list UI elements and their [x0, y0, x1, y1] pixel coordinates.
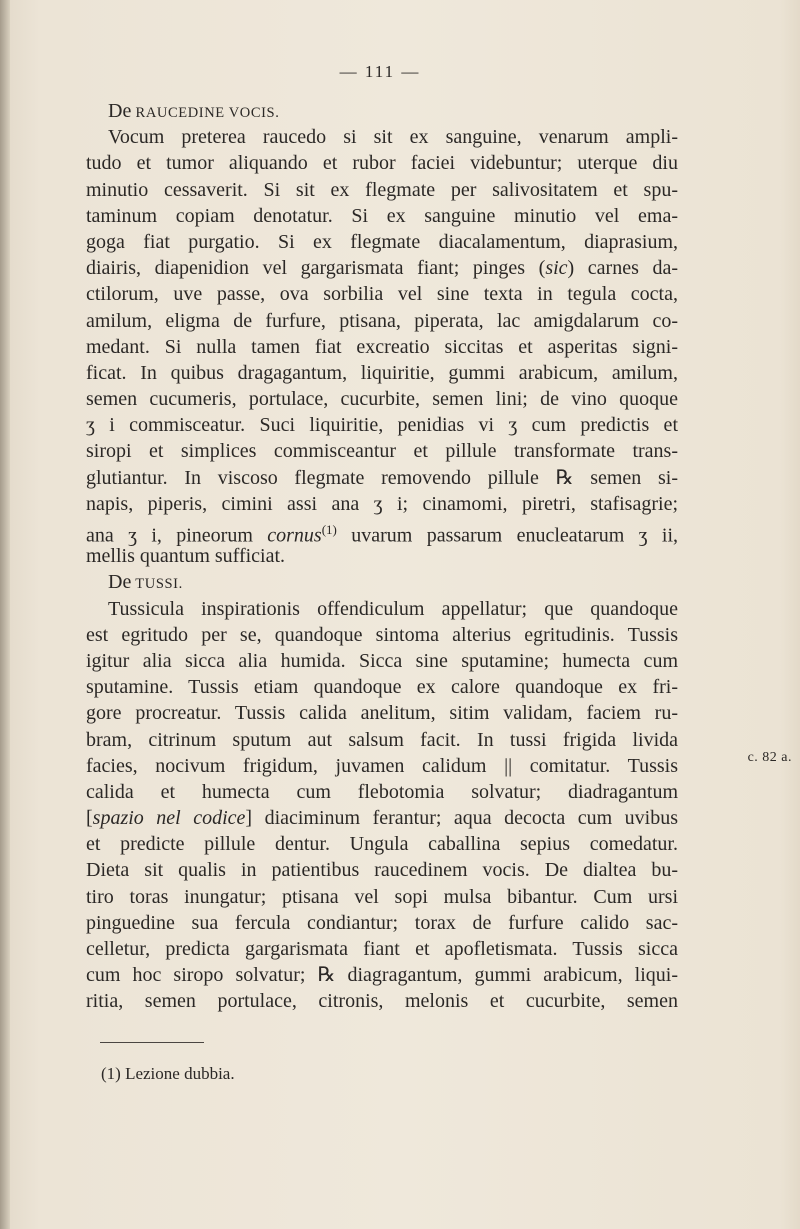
text-line: calida et humecta cum flebotomia solvatur; diadragantum [86, 780, 678, 803]
text-line: ctilorum, uve passe, ova sorbilia vel sine texta in tegula cocta, [86, 283, 678, 306]
text-line: bram, citrinum sputum aut salsum facit. In tussi frigida livida [86, 728, 678, 751]
italic-word: cornus [267, 524, 322, 547]
section-heading-tussi: De TUSSI. [108, 571, 183, 594]
editorial-note: spazio nel codice [92, 807, 246, 830]
page-number: — 111 — [339, 62, 421, 81]
text-line: pinguedine sua fercula condiantur; torax de furfure calido sac- [86, 911, 678, 934]
text-line: celletur, predicta gargarismata fiant et apofletismata. Tussis sicca [86, 938, 678, 960]
text-line: semen cucumeris, portulace, cucurbite, semen lini; de vino quoque [86, 388, 678, 411]
text-line: cum hoc siropo solvatur; ℞ diagragantum, gummi arabicum, liqui- [86, 964, 678, 987]
text-line: ana ʒ i, pineorum cornus$^{(1)}$ uvarum passarum enucleatarum ʒ ii, [86, 522, 679, 547]
text-line: sputamine. Tussis etiam quandoque ex calore quandoque ex fri- [86, 676, 678, 699]
footnote-marker: (1) [321, 522, 337, 537]
text-line: glutiantur. In viscoso flegmate removendo pillule ℞ semen si- [86, 466, 678, 489]
text-line: ficat. In quibus dragagantum, liquiritie, gummi arabicum, amilum, [86, 361, 678, 384]
editorial-note: sic [545, 257, 568, 280]
text-line: Dieta sit qualis in patientibus raucedinem vocis. De dialtea bu- [86, 859, 678, 882]
text-line: diairis, diapenidion vel gargarismata fiant; pinges (sic) carnes da- [86, 257, 678, 280]
text-line: taminum copiam denotatur. Si ex sanguine minutio vel ema- [86, 204, 678, 227]
text-line: Vocum preterea raucedo si sit ex sanguine, venarum ampli- [108, 126, 678, 149]
text-line: minutio cessaverit. Si sit ex flegmate per salivositatem et spu- [86, 178, 678, 201]
text-line: tudo et tumor aliquando et rubor faciei videbuntur; uterque diu [86, 152, 678, 175]
text-line: gore procreatur. Tussis calida anelitum, sitim validam, faciem ru- [86, 702, 678, 725]
text-line: amilum, eligma de furfure, ptisana, piperata, lac amigdalarum co- [86, 309, 678, 332]
section-heading-raucedine: De RAUCEDINE VOCIS. [108, 100, 280, 122]
margin-note: c. 82 a. [747, 750, 792, 765]
text-line: et predicte pillule dentur. Ungula caballina sepius comedatur. [86, 833, 678, 856]
text-line: facies, nocivum frigidum, juvamen calidum || comitatur. Tussis [86, 754, 678, 777]
text-line: est egritudo per se, quandoque sintoma alterius egritudinis. Tussis [86, 623, 678, 646]
text-line: ritia, semen portulace, citronis, melonis et cucurbite, semen [86, 990, 678, 1013]
text-line: Tussicula inspirationis offendiculum appellatur; que quandoque [108, 597, 678, 620]
text-line: tiro toras inungatur; ptisana vel sopi mulsa bibantur. Cum ursi [86, 885, 678, 908]
text-line: medant. Si nulla tamen fiat excreatio siccitas et asperitas signi- [86, 335, 678, 358]
text-line: siropi et simplices commisceantur et pillule transformate trans- [86, 440, 678, 463]
footnote-rule [100, 1042, 204, 1043]
footnote: (1) Lezione dubbia. [101, 1064, 235, 1083]
text-line: mellis quantum sufficiat. [86, 545, 286, 568]
book-spine-shadow [0, 0, 10, 1229]
text-line: igitur alia sicca alia humida. Sicca sine sputamine; humecta cum [86, 649, 678, 672]
text-line: napis, piperis, cimini assi ana ʒ i; cinamomi, piretri, stafisagrie; [86, 492, 678, 515]
text-line: ʒ i commisceatur. Suci liquiritie, penidias vi ʒ cum predictis et [86, 414, 678, 437]
body-text [86, 98, 678, 1015]
text-line: [spazio nel codice] diaciminum ferantur; aqua decocta cum uvibus [86, 807, 678, 830]
text-line: goga fiat purgatio. Si ex flegmate diacalamentum, diaprasium, [86, 230, 678, 253]
